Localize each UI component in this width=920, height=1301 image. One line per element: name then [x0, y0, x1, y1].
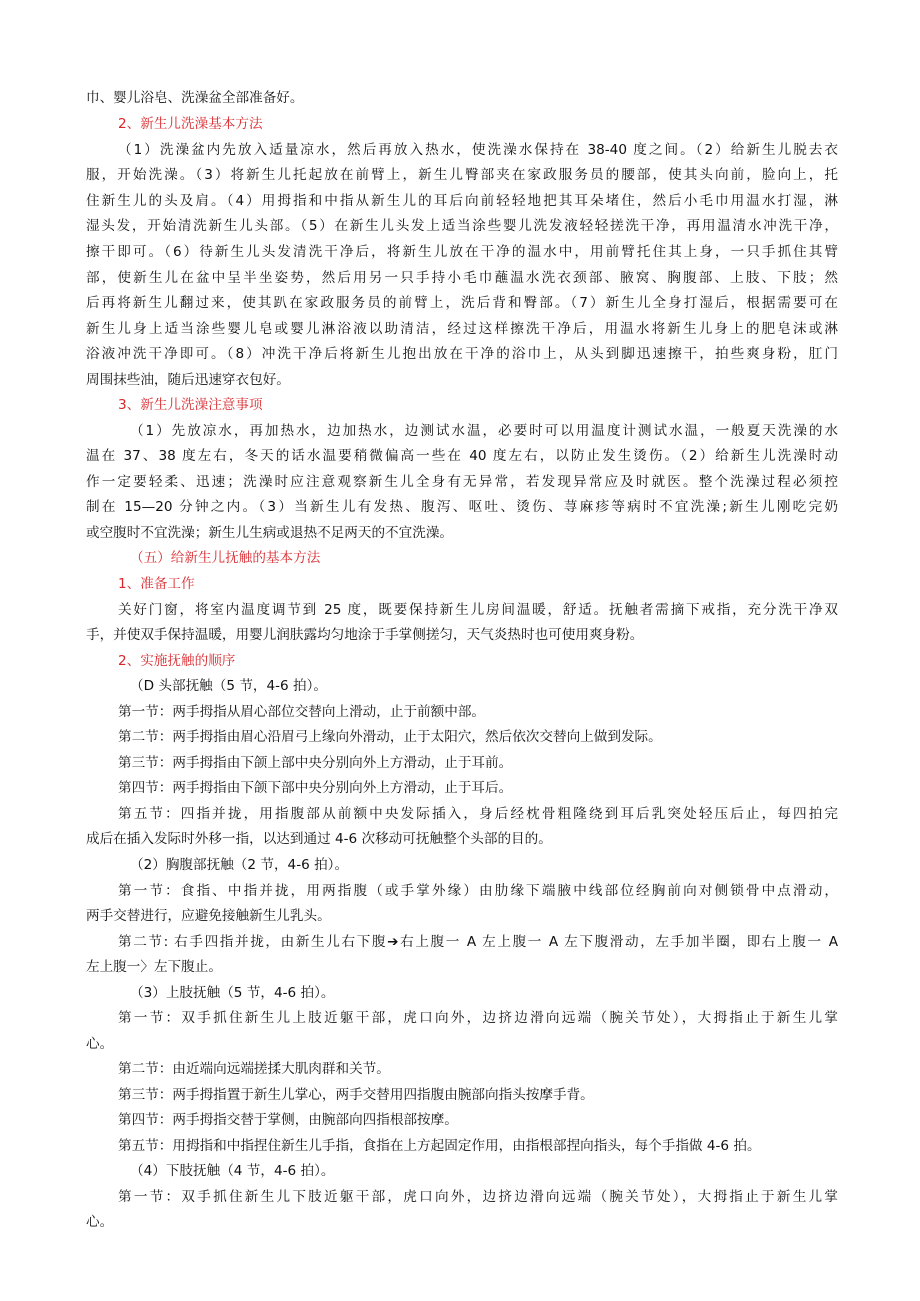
section-heading: （五）给新生儿抚触的基本方法: [130, 550, 321, 566]
text-line: 第一节：双手抓住新生儿下肢近躯干部，虎口向外，边挤边滑向远端（腕关节处），大拇指止于新生儿掌: [118, 1189, 838, 1205]
section-heading: 1、准备工作: [118, 576, 195, 592]
text-line: 第一节：双手抓住新生儿上肢近躯干部，虎口向外，边挤边滑向远端（腕关节处），大拇指止于新生儿掌: [118, 1010, 838, 1026]
text-line: 成后在插入发际时外移一指，以达到通过 4-6 次移动可抚触整个头部的目的。: [86, 831, 552, 847]
text-line: 心。: [86, 1036, 114, 1052]
text-line: （D 头部抚触（5 节，4-6 拍）。: [130, 678, 328, 694]
text-line: 后再将新生儿翻过来，使其趴在家政服务员的前臂上，洗后背和臀部。（7）新生儿全身打湿后，根据需要可在: [86, 295, 838, 311]
text-line: 擦干即可。（6）待新生儿头发清洗干净后，将新生儿放在干净的温水中，用前臂托住其上身，一只手抓住其臂: [86, 244, 838, 260]
text-line: 第五节：用拇指和中指捏住新生儿手指，食指在上方起固定作用，由指根部捏向指头，每个手指做 4-6 拍。: [118, 1138, 761, 1154]
text-line: 两手交替进行，应避免接触新生儿乳头。: [86, 908, 331, 924]
text-line: 关好门窗，将室内温度调节到 25 度，既要保持新生儿房间温暖，舒适。抚触者需摘下戒指，充分洗干净双: [118, 602, 838, 618]
text-line: 第二节：两手拇指由眉心沿眉弓上缘向外滑动，止于太阳穴，然后依次交替向上做到发际。: [118, 729, 662, 745]
text-line: （1）洗澡盆内先放入适量凉水，然后再放入热水，使洗澡水保持在 38-40 度之间。（2）给新生儿脱去衣: [118, 142, 838, 158]
text-line: （3）上肢抚触（5 节，4-6 拍）。: [130, 985, 335, 1001]
text-line: 心。: [86, 1214, 114, 1230]
section-heading: 3、新生儿洗澡注意事项: [118, 397, 263, 413]
text-line: 作一定要轻柔、迅速；洗澡时应注意观察新生儿全身有无异常，若发现异常应及时就医。整个洗澡过程必须控: [86, 474, 838, 490]
section-heading: 2、实施抚触的顺序: [118, 653, 236, 669]
text-line: （4）下肢抚触（4 节，4-6 拍）。: [130, 1163, 335, 1179]
text-line: 湿头发，开始清洗新生儿头部。（5）在新生儿头发上适当涂些婴儿洗发液轻轻搓洗干净，再用温清水冲洗干净，: [86, 218, 838, 234]
text-line: 第四节：两手拇指由下颌下部中央分别向外上方滑动，止于耳后。: [118, 780, 513, 796]
text-line: 部，使新生儿在盆中呈半坐姿势，然后用另一只手持小毛巾蘸温水洗衣颈部、腋窝、胸腹部、上肢、下肢；然: [86, 270, 838, 286]
text-line: （2）胸腹部抚触（2 节，4-6 拍）。: [130, 857, 349, 873]
text-line: 制在 15—20 分钟之内。（3）当新生儿有发热、腹泻、呕吐、烫伤、荨麻疹等病时不宜洗澡;新生儿刚吃完奶: [86, 499, 838, 515]
text-line: 周围抹些油，随后迅速穿衣包好。: [86, 372, 290, 388]
text-line: 服，开始洗澡。（3）将新生儿托起放在前臂上，新生儿臀部夹在家政服务员的腰部，使其头向前，脸向上，托: [86, 167, 838, 183]
text-line: 住新生儿的头及肩。（4）用拇指和中指从新生儿的耳后向前轻轻地把其耳朵堵住，然后小毛巾用温水打湿，淋: [86, 193, 838, 209]
text-line: 第三节：两手拇指置于新生儿掌心，两手交替用四指腹由腕部向指头按摩手背。: [118, 1087, 594, 1103]
text-line: 巾、婴儿浴皂、洗澡盆全部准备好。: [86, 90, 304, 106]
text-line: 新生儿身上适当涂些婴儿皂或婴儿淋浴液以助清洁，经过这样擦洗干净后，用温水将新生儿身上的肥皂沫或淋: [86, 321, 838, 337]
text-line: 第三节：两手拇指由下颌上部中央分别向外上方滑动，止于耳前。: [118, 755, 513, 771]
text-line: 温在 37、38 度左右，冬天的话水温要稍微偏高一些在 40 度左右，以防止发生烫伤。（2）给新生儿洗澡时动: [86, 448, 838, 464]
section-heading: 2、新生儿洗澡基本方法: [118, 116, 263, 132]
text-line: 手，并使双手保持温暖，用婴儿润肤露均匀地涂于手掌侧搓匀，天气炎热时也可使用爽身粉。: [86, 627, 644, 643]
text-line: 浴液冲洗干净即可。（8）冲洗干净后将新生儿抱出放在干净的浴巾上，从头到脚迅速擦干，拍些爽身粉，肛门: [86, 346, 838, 362]
text-line: 第二节：由近端向远端搓揉大肌肉群和关节。: [118, 1061, 390, 1077]
text-line: 第一节：两手拇指从眉心部位交替向上滑动，止于前额中部。: [118, 704, 486, 720]
text-line: 第二节: 右手四指并拢，由新生儿右下腹➔右上腹一 A 左上腹一 A 左下腹滑动，左手加半圈，即右上腹一 A: [118, 934, 838, 950]
text-line: 左上腹一〉左下腹止。: [86, 959, 222, 975]
text-line: 第一节：食指、中指并拢，用两指腹（或手掌外缘）由肋缘下端腋中线部位经胸前向对侧锁骨中点滑动，: [118, 883, 838, 899]
text-line: 或空腹时不宜洗澡；新生儿生病或退热不足两天的不宜洗澡。: [86, 525, 454, 541]
text-line: 第五节：四指并拢，用指腹部从前额中央发际插入，身后经枕骨粗隆绕到耳后乳突处轻压后止，每四拍完: [118, 806, 838, 822]
text-line: 第四节：两手拇指交替于掌侧，由腕部向四指根部按摩。: [118, 1112, 458, 1128]
text-line: （1）先放凉水，再加热水，边加热水，边测试水温，必要时可以用温度计测试水温，一般夏天洗澡的水: [130, 423, 838, 439]
